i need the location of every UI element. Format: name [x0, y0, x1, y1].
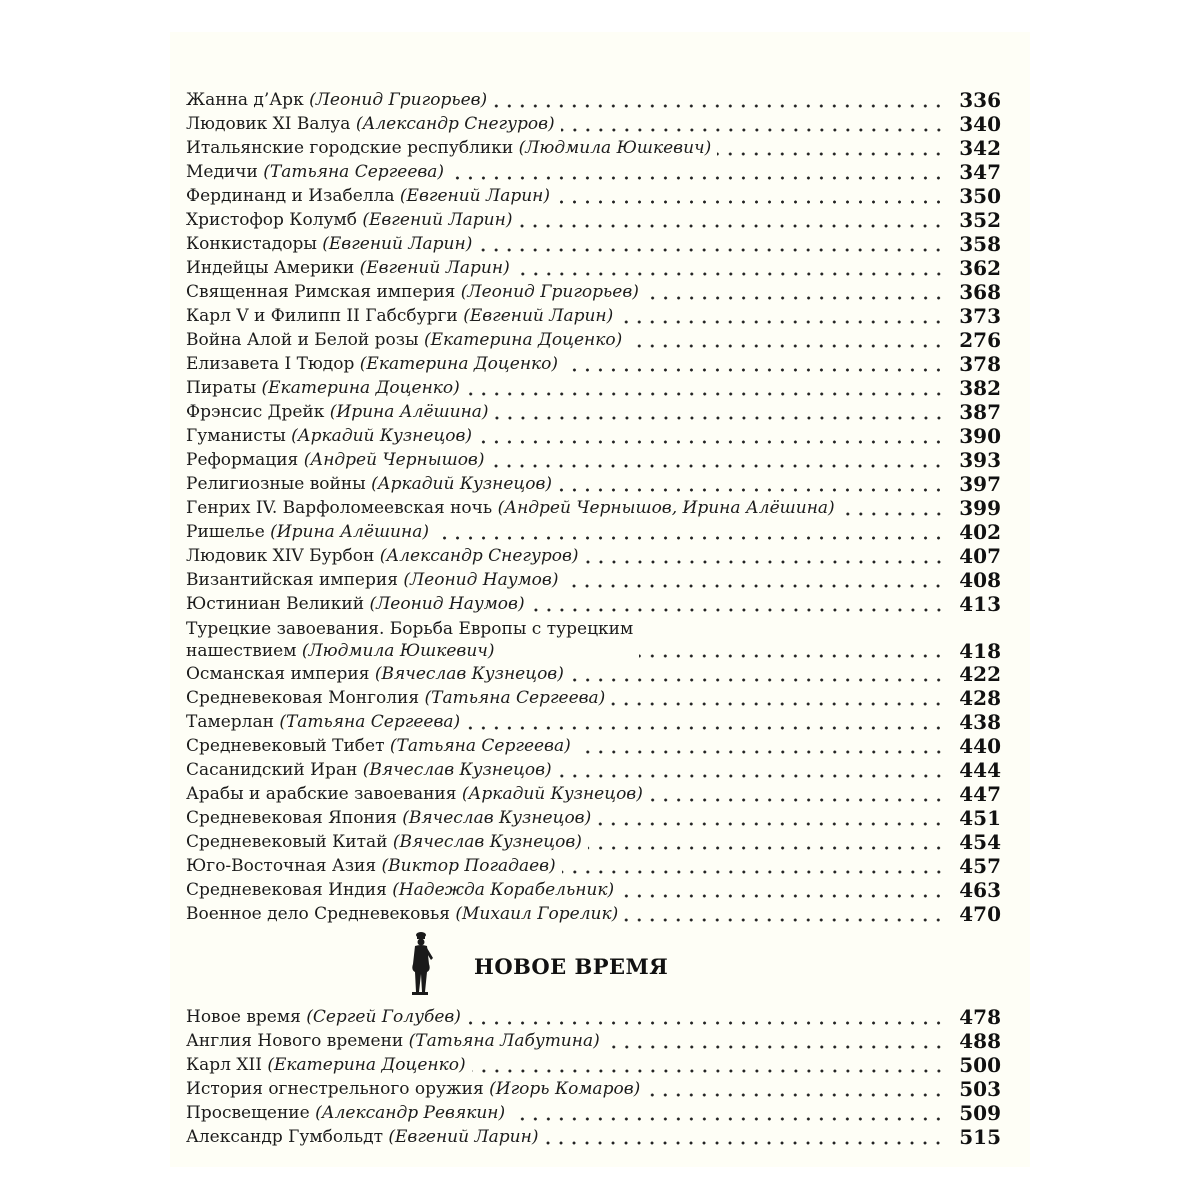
- toc-entry-text: [186, 136, 717, 160]
- toc-entry-text: [186, 304, 619, 328]
- toc-entry-page-number: 428: [959, 686, 1001, 710]
- dot-leader: [466, 713, 945, 731]
- dot-leader: [577, 737, 945, 755]
- toc-entry-author: (Александр Снегуров): [355, 114, 555, 134]
- toc-entry: [186, 304, 1001, 328]
- dot-leader: [620, 881, 945, 899]
- dot-leader: [562, 857, 945, 875]
- toc-entry-title: Средневековая Япония: [186, 808, 397, 828]
- toc-entry: [186, 448, 1001, 472]
- dot-leader: [564, 355, 945, 373]
- toc-entry-text: [186, 592, 531, 616]
- toc-entry-page-number: 347: [959, 160, 1001, 184]
- toc-entry-page-number: 444: [959, 758, 1001, 782]
- toc-entry-title: Елизавета I Тюдор: [186, 354, 355, 374]
- dot-leader: [597, 809, 945, 827]
- toc-entry-text: [186, 184, 556, 208]
- toc-entry-author: (Людмила Юшкевич): [518, 138, 712, 158]
- toc-entry: [186, 520, 1001, 544]
- toc-entry: [186, 1077, 1001, 1101]
- toc-entry-author: (Ирина Алёшина): [329, 402, 489, 422]
- toc-entry-text: [186, 472, 558, 496]
- toc-entry-title: Средневековый Тибет: [186, 736, 385, 756]
- toc-entry-text: [186, 400, 495, 424]
- toc-entry-page-number: 503: [959, 1077, 1001, 1101]
- dot-leader: [611, 689, 945, 707]
- toc-entry-title: Александр Гумбольдт: [186, 1127, 383, 1147]
- toc-entry-text: [186, 878, 620, 902]
- toc-entry-author: (Татьяна Сергеева): [389, 736, 571, 756]
- toc-entry-title: Фрэнсис Дрейк: [186, 402, 325, 422]
- dot-leader: [467, 1008, 945, 1026]
- toc-entry-text: [186, 662, 570, 686]
- toc-entry-author: (Леонид Григорьев): [460, 282, 639, 302]
- toc-entry-author: (Татьяна Лабутина): [408, 1031, 600, 1051]
- dot-leader: [639, 641, 945, 659]
- toc-entry-title: Реформация: [186, 450, 299, 470]
- toc-entry-author: (Екатерина Доценко): [267, 1055, 466, 1075]
- toc-entry-title: Пираты: [186, 378, 257, 398]
- dot-leader: [624, 905, 945, 923]
- toc-entry-text: [186, 1101, 511, 1125]
- toc-entry-text: [186, 232, 478, 256]
- toc-entry-text: [186, 1077, 646, 1101]
- toc-entry-title: Юстиниан Великий: [186, 594, 365, 614]
- dot-leader: [478, 427, 945, 445]
- toc-entry-title: Генрих IV. Варфоломеевская ночь: [186, 498, 493, 518]
- toc-entry-text: [186, 328, 628, 352]
- toc-entry-page-number: 454: [959, 830, 1001, 854]
- toc-entry-author: (Андрей Чернышов): [303, 450, 485, 470]
- toc-entry-author: (Аркадий Кузнецов): [461, 784, 643, 804]
- toc-entry-title: Итальянские городские республики: [186, 138, 514, 158]
- toc-entry-text: [186, 256, 516, 280]
- toc-entry-text: [186, 854, 562, 878]
- toc-entry: [186, 616, 1001, 662]
- toc-entry-text: [186, 758, 558, 782]
- toc-entry-author: (Екатерина Доценко): [423, 330, 623, 350]
- toc-entry-author: (Вячеслав Кузнецов): [362, 760, 552, 780]
- toc-entry-page-number: 478: [959, 1005, 1001, 1029]
- toc-entry-author: (Евгений Ларин): [322, 234, 473, 254]
- toc-entry-text: [186, 352, 564, 376]
- toc-entry-text: [186, 112, 561, 136]
- toc-entry-page-number: 276: [959, 328, 1001, 352]
- toc-entry-title: Просвещение: [186, 1103, 310, 1123]
- toc-entry-text: [186, 806, 597, 830]
- toc-entry-title: Людовик XIV Бурбон: [186, 546, 375, 566]
- dot-leader: [511, 1104, 945, 1122]
- toc-entry-title: Карл XII: [186, 1055, 262, 1075]
- toc-entry-title: Сасанидский Иран: [186, 760, 358, 780]
- toc-entry-text: [186, 376, 466, 400]
- toc-entry: [186, 496, 1001, 520]
- toc-entry-page-number: 393: [959, 448, 1001, 472]
- toc-entry-page-number: 352: [959, 208, 1001, 232]
- toc-entry-title: История огнестрельного оружия: [186, 1079, 484, 1099]
- toc-entry: [186, 208, 1001, 232]
- toc-entry-page-number: 382: [959, 376, 1001, 400]
- toc-entry: [186, 280, 1001, 304]
- toc-entry-title: Христофор Колумб: [186, 210, 357, 230]
- toc-entry-author: (Евгений Ларин): [463, 306, 614, 326]
- dot-leader: [490, 451, 945, 469]
- section-title: НОВОЕ ВРЕМЯ: [474, 954, 669, 979]
- toc-entry-author: (Андрей Чернышов, Ирина Алёшина): [497, 498, 835, 518]
- toc-entry-title: Юго-Восточная Азия: [186, 856, 377, 876]
- toc-entry-author: (Виктор Погадаев): [381, 856, 556, 876]
- dot-leader: [558, 475, 945, 493]
- toc-entry-author: (Александр Снегуров): [379, 546, 579, 566]
- toc-entry-page-number: 399: [959, 496, 1001, 520]
- toc-entry: [186, 400, 1001, 424]
- toc-entry: [186, 256, 1001, 280]
- toc-entry-author: (Екатерина Доценко): [261, 378, 460, 398]
- toc-entry: [186, 376, 1001, 400]
- toc-entry-title: Новое время: [186, 1007, 301, 1027]
- toc-entry-title: Жанна д’Арк: [186, 90, 304, 110]
- toc-entry-author: (Вячеслав Кузнецов): [374, 664, 564, 684]
- toc-entry-page-number: 488: [959, 1029, 1001, 1053]
- toc-entry: [186, 88, 1001, 112]
- dot-leader: [531, 595, 945, 613]
- dot-leader: [606, 1032, 945, 1050]
- toc-entry-page-number: 342: [959, 136, 1001, 160]
- toc-entry-text: [186, 496, 841, 520]
- toc-entry: [186, 328, 1001, 352]
- dot-leader: [495, 403, 945, 421]
- toc-entry-title: Византийская империя: [186, 570, 398, 590]
- toc-entry: [186, 1125, 1001, 1149]
- toc-entry-author: (Татьяна Сергеева): [424, 688, 606, 708]
- dot-leader: [472, 1056, 945, 1074]
- toc-entry-text: [186, 160, 450, 184]
- toc-list-middle-ages: [186, 88, 1001, 926]
- toc-entry: [186, 734, 1001, 758]
- toc-entry-title: Средневековая Монголия: [186, 688, 420, 708]
- dot-leader: [558, 761, 945, 779]
- dot-leader: [466, 379, 945, 397]
- dot-leader: [561, 115, 945, 133]
- dot-leader: [564, 571, 945, 589]
- toc-entry-author: (Сергей Голубев): [306, 1007, 461, 1027]
- standing-figure-icon: [400, 930, 440, 996]
- toc-entry-title: Военное дело Средневековья: [186, 904, 450, 924]
- toc-entry-title: Конкистадоры: [186, 234, 317, 254]
- dot-leader: [585, 547, 945, 565]
- dot-leader: [619, 307, 945, 325]
- toc-entry-page-number: 418: [959, 639, 1001, 663]
- toc-entry-text: [186, 280, 645, 304]
- toc-entry-author: (Игорь Комаров): [489, 1079, 641, 1099]
- dot-leader: [646, 1080, 945, 1098]
- toc-entry-page-number: 447: [959, 782, 1001, 806]
- toc-entry: [186, 568, 1001, 592]
- toc-entry-page-number: 368: [959, 280, 1001, 304]
- toc-entry-title: Индейцы Америки: [186, 258, 355, 278]
- toc-entry-author: (Евгений Ларин): [399, 186, 550, 206]
- toc-entry-title: Священная Римская империя: [186, 282, 456, 302]
- toc-entry-text: [186, 208, 518, 232]
- toc-entry-author: (Леонид Наумов): [403, 570, 559, 590]
- toc-entry-text: [186, 88, 493, 112]
- toc-entry: [186, 902, 1001, 926]
- toc-entry-page-number: 358: [959, 232, 1001, 256]
- toc-entry: [186, 1101, 1001, 1125]
- toc-entry-text: [186, 686, 611, 710]
- toc-entry-text: [186, 544, 585, 568]
- toc-entry-title: Фердинанд и Изабелла: [186, 186, 395, 206]
- dot-leader: [556, 187, 945, 205]
- dot-leader: [478, 235, 945, 253]
- toc-entry-author: (Надежда Корабельник): [392, 880, 615, 900]
- dot-leader: [450, 163, 945, 181]
- toc-entry: [186, 662, 1001, 686]
- toc-entry: [186, 472, 1001, 496]
- toc-entry-author: (Александр Ревякин): [315, 1103, 506, 1123]
- toc-entry-text: [186, 448, 490, 472]
- toc-entry-text: [186, 830, 588, 854]
- toc-entry: [186, 854, 1001, 878]
- dot-leader: [516, 259, 945, 277]
- toc-entry-text: [186, 618, 639, 662]
- toc-entry-text: [186, 1053, 472, 1077]
- toc-entry-page-number: 463: [959, 878, 1001, 902]
- toc-entry-title: Медичи: [186, 162, 258, 182]
- toc-entry-text: [186, 734, 577, 758]
- toc-entry: [186, 136, 1001, 160]
- toc-entry-author: (Татьяна Сергеева): [263, 162, 445, 182]
- toc-entry: [186, 592, 1001, 616]
- toc-entry-title: Османская империя: [186, 664, 370, 684]
- toc-entry-page-number: 440: [959, 734, 1001, 758]
- toc-entry-author: (Татьяна Сергеева): [279, 712, 461, 732]
- dot-leader: [628, 331, 945, 349]
- dot-leader: [493, 91, 945, 109]
- toc-entry: [186, 782, 1001, 806]
- toc-entry-text: [186, 1005, 467, 1029]
- toc-entry-page-number: 378: [959, 352, 1001, 376]
- toc-entry-page-number: 500: [959, 1053, 1001, 1077]
- toc-entry: [186, 352, 1001, 376]
- toc-entry-author: (Евгений Ларин): [362, 210, 513, 230]
- dot-leader: [518, 211, 945, 229]
- toc-entry-title: Карл V и Филипп II Габсбурги: [186, 306, 458, 326]
- toc-entry-title: Тамерлан: [186, 712, 274, 732]
- toc-entry-author: (Аркадий Кузнецов): [291, 426, 473, 446]
- toc-entry: [186, 686, 1001, 710]
- toc-entry-title: Ришелье: [186, 522, 265, 542]
- toc-entry-text: [186, 424, 478, 448]
- toc-entry-page-number: 509: [959, 1101, 1001, 1125]
- toc-entry-page-number: 438: [959, 710, 1001, 734]
- dot-leader: [544, 1128, 945, 1146]
- toc-entry-page-number: 457: [959, 854, 1001, 878]
- toc-entry: [186, 830, 1001, 854]
- toc-entry: [186, 112, 1001, 136]
- toc-entry-author: (Аркадий Кузнецов): [371, 474, 553, 494]
- toc-entry-author: (Вячеслав Кузнецов): [392, 832, 582, 852]
- dot-leader: [649, 785, 945, 803]
- toc-entry-page-number: 362: [959, 256, 1001, 280]
- toc-entry-page-number: 515: [959, 1125, 1001, 1149]
- toc-entry: [186, 758, 1001, 782]
- toc-entry-author: (Михаил Горелик): [455, 904, 619, 924]
- toc-list-modern-times: [186, 1005, 1001, 1149]
- toc-entry: [186, 1005, 1001, 1029]
- toc-entry-page-number: 470: [959, 902, 1001, 926]
- toc-entry: [186, 1029, 1001, 1053]
- toc-entry-text: [186, 1029, 606, 1053]
- dot-leader: [717, 139, 945, 157]
- toc-entry-page-number: 413: [959, 592, 1001, 616]
- dot-leader: [841, 499, 945, 517]
- toc-entry-page-number: 451: [959, 806, 1001, 830]
- toc-entry-text: [186, 710, 466, 734]
- toc-entry-page-number: 350: [959, 184, 1001, 208]
- toc-entry: [186, 160, 1001, 184]
- toc-entry-page-number: 387: [959, 400, 1001, 424]
- toc-entry-author: (Леонид Наумов): [369, 594, 525, 614]
- toc-entry-author: (Леонид Григорьев): [309, 90, 488, 110]
- toc-entry-page-number: 373: [959, 304, 1001, 328]
- dot-leader: [588, 833, 945, 851]
- toc-entry-text: [186, 902, 624, 926]
- toc-entry-author: (Ирина Алёшина): [270, 522, 429, 542]
- toc-entry-author: (Екатерина Доценко): [359, 354, 559, 374]
- toc-entry-author: (Евгений Ларин): [388, 1127, 539, 1147]
- toc-entry-title: Война Алой и Белой розы: [186, 330, 419, 350]
- toc-entry-page-number: 408: [959, 568, 1001, 592]
- toc-entry-text: [186, 1125, 544, 1149]
- section-header: [400, 930, 720, 996]
- toc-entry-title: Англия Нового времени: [186, 1031, 404, 1051]
- toc-entry-text: [186, 520, 435, 544]
- toc-entry-title: нашествием: [186, 641, 297, 661]
- toc-entry: [186, 878, 1001, 902]
- toc-entry-text: [186, 568, 564, 592]
- toc-entry-title: Средневековый Китай: [186, 832, 388, 852]
- toc-entry-title: Гуманисты: [186, 426, 286, 446]
- toc-entry-page-number: 402: [959, 520, 1001, 544]
- toc-entry-page-number: 390: [959, 424, 1001, 448]
- toc-entry-page-number: 336: [959, 88, 1001, 112]
- toc-entry: [186, 424, 1001, 448]
- toc-entry: [186, 710, 1001, 734]
- toc-entry-author: (Людмила Юшкевич): [301, 641, 495, 661]
- toc-entry-page-number: 397: [959, 472, 1001, 496]
- toc-entry-page-number: 422: [959, 662, 1001, 686]
- toc-entry-title: Арабы и арабские завоевания: [186, 784, 457, 804]
- toc-entry: [186, 232, 1001, 256]
- toc-entry: [186, 184, 1001, 208]
- toc-entry-title-line1: Турецкие завоевания. Борьба Европы с турецким: [186, 619, 634, 639]
- toc-entry: [186, 806, 1001, 830]
- toc-entry: [186, 1053, 1001, 1077]
- toc-entry: [186, 544, 1001, 568]
- toc-entry-author: (Евгений Ларин): [359, 258, 510, 278]
- toc-entry-page-number: 340: [959, 112, 1001, 136]
- toc-entry-title: Средневековая Индия: [186, 880, 387, 900]
- dot-leader: [570, 665, 945, 683]
- dot-leader: [435, 523, 945, 541]
- toc-entry-title: Людовик XI Валуа: [186, 114, 351, 134]
- toc-entry-author: (Вячеслав Кузнецов): [402, 808, 592, 828]
- toc-entry-title: Религиозные войны: [186, 474, 366, 494]
- toc-entry-page-number: 407: [959, 544, 1001, 568]
- toc-entry-text: [186, 782, 649, 806]
- dot-leader: [645, 283, 945, 301]
